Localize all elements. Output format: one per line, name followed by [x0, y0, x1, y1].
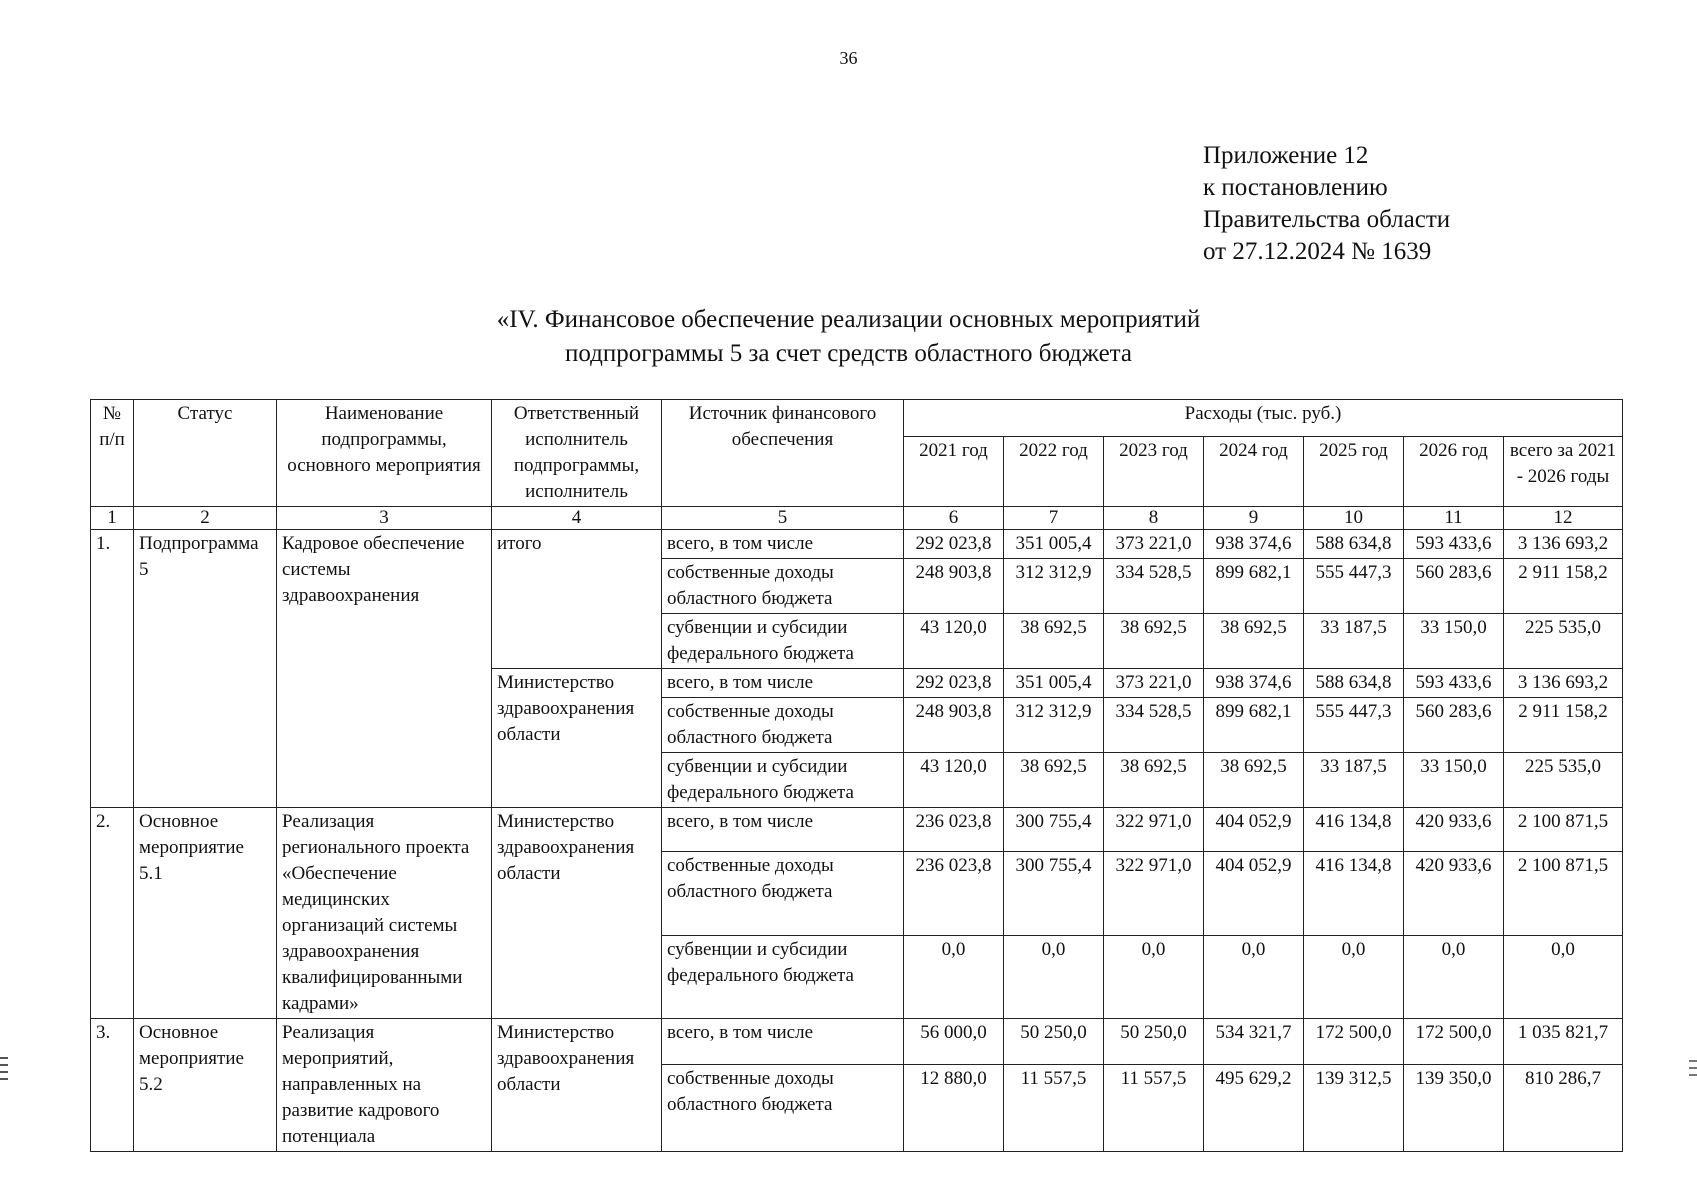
row-executor: итого [492, 530, 662, 669]
header-source: Источник финансового обеспечения [662, 400, 904, 507]
scan-mark [0, 1078, 8, 1080]
table-row [91, 1019, 1623, 1065]
value-cell: 11 557,5 [1104, 1064, 1204, 1151]
value-cell: 416 134,8 [1304, 852, 1404, 935]
row-source: собственные доходы областного бюджета [662, 1064, 904, 1151]
value-cell: 404 052,9 [1204, 808, 1304, 852]
value-total-cell: 810 286,7 [1504, 1064, 1623, 1151]
value-cell: 236 023,8 [904, 808, 1004, 852]
value-cell: 12 880,0 [904, 1064, 1004, 1151]
scan-mark [1689, 1074, 1697, 1076]
column-index-cell: 5 [662, 507, 904, 530]
value-cell: 50 250,0 [1004, 1019, 1104, 1065]
row-source: всего, в том числе [662, 808, 904, 852]
value-total-cell: 1 035 821,7 [1504, 1019, 1623, 1065]
row-source: всего, в том числе [662, 530, 904, 559]
header-year: 2024 год [1204, 436, 1304, 506]
value-total-cell: 2 911 158,2 [1504, 698, 1623, 753]
value-cell: 351 005,4 [1004, 669, 1104, 698]
value-cell: 43 120,0 [904, 753, 1004, 808]
header-year: 2022 год [1004, 436, 1104, 506]
value-cell: 139 350,0 [1404, 1064, 1504, 1151]
row-name: Реализация регионального проекта «Обеспечение медицинских организаций системы здравоохранения квалифицированными кадрами» [277, 808, 492, 1019]
header-year: 2023 год [1104, 436, 1204, 506]
row-status: Основное мероприятие 5.2 [134, 1019, 277, 1152]
header-year: 2025 год [1304, 436, 1404, 506]
value-total-cell: 2 100 871,5 [1504, 852, 1623, 935]
value-cell: 300 755,4 [1004, 852, 1104, 935]
value-total-cell: 3 136 693,2 [1504, 530, 1623, 559]
value-cell: 0,0 [1404, 935, 1504, 1019]
column-index-row [91, 507, 1623, 530]
value-cell: 593 433,6 [1404, 669, 1504, 698]
value-cell: 420 933,6 [1404, 808, 1504, 852]
value-cell: 938 374,6 [1204, 530, 1304, 559]
value-cell: 312 312,9 [1004, 698, 1104, 753]
scan-mark [0, 1064, 8, 1066]
value-cell: 38 692,5 [1204, 753, 1304, 808]
value-cell: 56 000,0 [904, 1019, 1004, 1065]
value-cell: 560 283,6 [1404, 559, 1504, 614]
value-cell: 33 150,0 [1404, 614, 1504, 669]
value-cell: 588 634,8 [1304, 669, 1404, 698]
row-source: всего, в том числе [662, 1019, 904, 1065]
value-cell: 416 134,8 [1304, 808, 1404, 852]
value-cell: 248 903,8 [904, 559, 1004, 614]
column-index-cell: 12 [1504, 507, 1623, 530]
document-title [0, 303, 1697, 371]
value-cell: 373 221,0 [1104, 530, 1204, 559]
value-total-cell: 3 136 693,2 [1504, 669, 1623, 698]
table-row [91, 808, 1623, 852]
header-year: 2021 год [904, 436, 1004, 506]
scan-mark [0, 1057, 8, 1059]
value-cell: 588 634,8 [1304, 530, 1404, 559]
table-body [91, 530, 1623, 1152]
header-total: всего за 2021 - 2026 годы [1504, 436, 1623, 506]
scan-mark [1689, 1067, 1697, 1069]
column-index-cell: 9 [1204, 507, 1304, 530]
value-cell: 38 692,5 [1104, 753, 1204, 808]
value-cell: 899 682,1 [1204, 698, 1304, 753]
value-cell: 43 120,0 [904, 614, 1004, 669]
appendix-line-3: Правительства области [1203, 206, 1451, 233]
value-cell: 593 433,6 [1404, 530, 1504, 559]
value-cell: 172 500,0 [1304, 1019, 1404, 1065]
row-source: субвенции и субсидии федерального бюджета [662, 614, 904, 669]
value-cell: 555 447,3 [1304, 559, 1404, 614]
value-cell: 555 447,3 [1304, 698, 1404, 753]
column-index-cell: 11 [1404, 507, 1504, 530]
row-name: Кадровое обеспечение системы здравоохранения [277, 530, 492, 808]
row-source: собственные доходы областного бюджета [662, 559, 904, 614]
page-number: 36 [839, 48, 858, 68]
value-cell: 0,0 [1104, 935, 1204, 1019]
column-index-cell: 10 [1304, 507, 1404, 530]
row-executor: Министерство здравоохранения области [492, 1019, 662, 1152]
row-source: собственные доходы областного бюджета [662, 698, 904, 753]
title-line-1: «IV. Финансовое обеспечение реализации основных мероприятий [496, 306, 1201, 333]
row-source: собственные доходы областного бюджета [662, 852, 904, 935]
row-source: субвенции и субсидии федерального бюджета [662, 935, 904, 1019]
row-number: 2. [91, 808, 134, 1019]
value-cell: 334 528,5 [1104, 698, 1204, 753]
header-name: Наименование подпрограммы, основного мероприятия [277, 400, 492, 507]
value-total-cell: 225 535,0 [1504, 614, 1623, 669]
row-status: Основное мероприятие 5.1 [134, 808, 277, 1019]
header-year: 2026 год [1404, 436, 1504, 506]
value-cell: 11 557,5 [1004, 1064, 1104, 1151]
row-source: субвенции и субсидии федерального бюджета [662, 753, 904, 808]
value-cell: 292 023,8 [904, 669, 1004, 698]
value-cell: 38 692,5 [1004, 753, 1104, 808]
value-cell: 292 023,8 [904, 530, 1004, 559]
value-cell: 0,0 [1204, 935, 1304, 1019]
appendix-block [1203, 140, 1450, 268]
column-index-cell: 8 [1104, 507, 1204, 530]
value-cell: 560 283,6 [1404, 698, 1504, 753]
value-cell: 38 692,5 [1204, 614, 1304, 669]
value-cell: 139 312,5 [1304, 1064, 1404, 1151]
value-cell: 322 971,0 [1104, 808, 1204, 852]
row-number: 3. [91, 1019, 134, 1152]
column-index-cell: 7 [1004, 507, 1104, 530]
header-num: № п/п [91, 400, 134, 507]
value-cell: 0,0 [1004, 935, 1104, 1019]
column-index-cell: 1 [91, 507, 134, 530]
appendix-line-1: Приложение 12 [1203, 142, 1369, 169]
appendix-line-2: к постановлению [1203, 174, 1388, 201]
column-index-cell: 4 [492, 507, 662, 530]
row-name: Реализация мероприятий, направленных на развитие кадрового потенциала [277, 1019, 492, 1152]
value-cell: 38 692,5 [1104, 614, 1204, 669]
value-cell: 420 933,6 [1404, 852, 1504, 935]
title-line-2: подпрограммы 5 за счет средств областного бюджета [564, 340, 1133, 367]
row-executor: Министерство здравоохранения области [492, 808, 662, 1019]
appendix-line-4: от 27.12.2024 № 1639 [1203, 238, 1432, 265]
value-cell: 33 187,5 [1304, 753, 1404, 808]
value-cell: 495 629,2 [1204, 1064, 1304, 1151]
header-executor: Ответственный исполнитель подпрограммы, исполнитель [492, 400, 662, 507]
value-cell: 312 312,9 [1004, 559, 1104, 614]
value-total-cell: 2 100 871,5 [1504, 808, 1623, 852]
value-cell: 172 500,0 [1404, 1019, 1504, 1065]
row-status: Подпрограмма 5 [134, 530, 277, 808]
row-executor: Министерство здравоохранения области [492, 669, 662, 808]
column-index-cell: 6 [904, 507, 1004, 530]
value-total-cell: 225 535,0 [1504, 753, 1623, 808]
column-index-cell: 2 [134, 507, 277, 530]
value-cell: 938 374,6 [1204, 669, 1304, 698]
value-cell: 334 528,5 [1104, 559, 1204, 614]
value-cell: 0,0 [904, 935, 1004, 1019]
value-cell: 38 692,5 [1004, 614, 1104, 669]
value-cell: 50 250,0 [1104, 1019, 1204, 1065]
value-cell: 236 023,8 [904, 852, 1004, 935]
value-cell: 248 903,8 [904, 698, 1004, 753]
value-cell: 404 052,9 [1204, 852, 1304, 935]
value-total-cell: 0,0 [1504, 935, 1623, 1019]
value-cell: 373 221,0 [1104, 669, 1204, 698]
value-total-cell: 2 911 158,2 [1504, 559, 1623, 614]
financing-table [90, 399, 1623, 1152]
header-expenses: Расходы (тыс. руб.) [904, 400, 1623, 437]
value-cell: 322 971,0 [1104, 852, 1204, 935]
scan-mark [0, 1071, 8, 1073]
value-cell: 33 187,5 [1304, 614, 1404, 669]
column-index-cell: 3 [277, 507, 492, 530]
row-number: 1. [91, 530, 134, 808]
value-cell: 351 005,4 [1004, 530, 1104, 559]
value-cell: 0,0 [1304, 935, 1404, 1019]
value-cell: 33 150,0 [1404, 753, 1504, 808]
value-cell: 534 321,7 [1204, 1019, 1304, 1065]
value-cell: 300 755,4 [1004, 808, 1104, 852]
header-status: Статус [134, 400, 277, 507]
table-row [91, 530, 1623, 559]
value-cell: 899 682,1 [1204, 559, 1304, 614]
scan-mark [1689, 1060, 1697, 1062]
row-source: всего, в том числе [662, 669, 904, 698]
